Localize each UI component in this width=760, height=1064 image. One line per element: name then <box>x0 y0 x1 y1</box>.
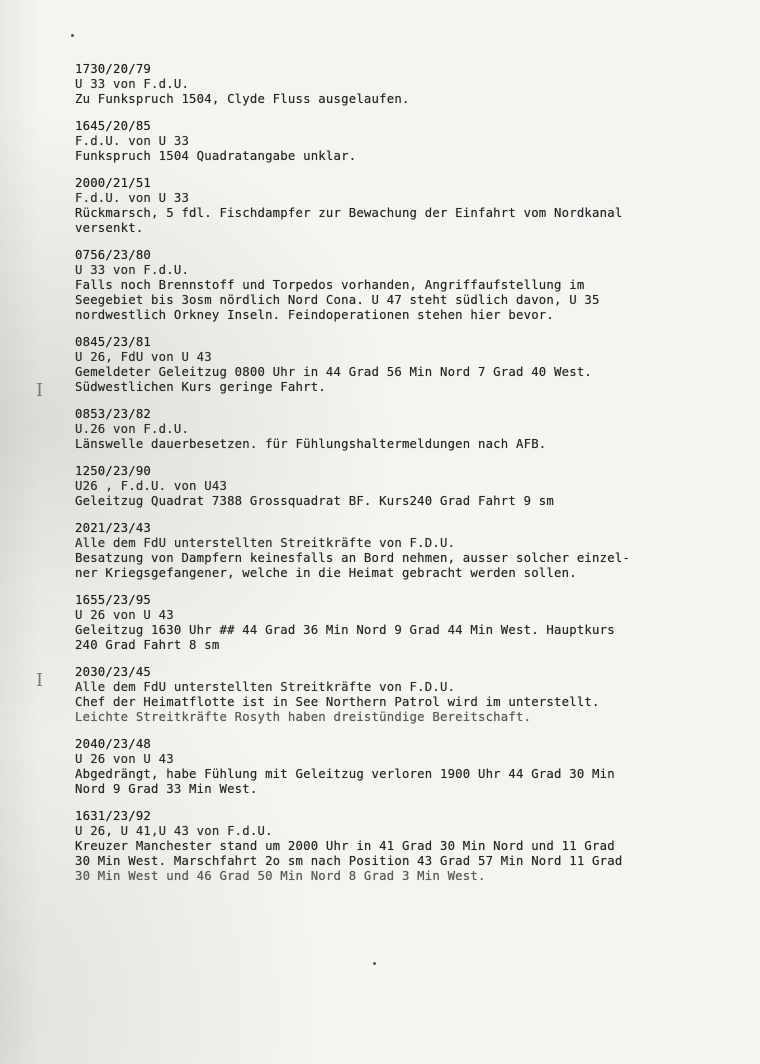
message-header: 2040/23/48 <box>75 737 152 751</box>
message-body-line: Länswelle dauerbesetzen. für Fühlungshaltermeldungen nach AFB. <box>75 437 547 451</box>
message-entry <box>75 176 755 236</box>
message-entry <box>75 119 755 164</box>
message-header: 0845/23/81 <box>75 335 152 349</box>
message-header: 2021/23/43 <box>75 521 152 535</box>
message-entry <box>75 248 755 323</box>
message-route: Alle dem FdU unterstellten Streitkräfte von F.D.U. <box>75 536 456 550</box>
message-entry <box>75 665 755 725</box>
message-body-line: Geleitzug Quadrat 7388 Grossquadrat BF. Kurs240 Grad Fahrt 9 sm <box>75 494 555 508</box>
message-body-line: Kreuzer Manchester stand um 2000 Uhr in 41 Grad 30 Min Nord und 11 Grad <box>75 839 615 853</box>
message-body-line: 30 Min West. Marschfahrt 2o sm nach Position 43 Grad 57 Min Nord 11 Grad <box>75 854 623 868</box>
message-entry <box>75 62 755 107</box>
message-body-line: Nord 9 Grad 33 Min West. <box>75 782 258 796</box>
message-body-line: 240 Grad Fahrt 8 sm <box>75 638 220 652</box>
message-body-line: Falls noch Brennstoff und Torpedos vorhanden, Angriffaufstellung im <box>75 278 585 292</box>
message-body-line: versenkt. <box>75 221 144 235</box>
message-route: U 26, U 41,U 43 von F.d.U. <box>75 824 273 838</box>
message-body-line: Funkspruch 1504 Quadratangabe unklar. <box>75 149 357 163</box>
message-body-line: ner Kriegsgefangener, welche in die Heimat gebracht werden sollen. <box>75 566 577 580</box>
message-body-line: Besatzung von Dampfern keinesfalls an Bord nehmen, ausser solcher einzel- <box>75 551 631 565</box>
message-header: 1645/20/85 <box>75 119 152 133</box>
message-route: U 33 von F.d.U. <box>75 77 190 91</box>
message-body-line: Abgedrängt, habe Fühlung mit Geleitzug verloren 1900 Uhr 44 Grad 30 Min <box>75 767 615 781</box>
message-entry <box>75 593 755 653</box>
message-entry <box>75 407 755 452</box>
message-body-line: Südwestlichen Kurs geringe Fahrt. <box>75 380 326 394</box>
message-body-line: Leichte Streitkräfte Rosyth haben dreistündige Bereitschaft. <box>75 710 532 724</box>
message-entry <box>75 521 755 581</box>
message-route: U 26 von U 43 <box>75 608 174 622</box>
message-header: 2000/21/51 <box>75 176 152 190</box>
message-route: U 33 von F.d.U. <box>75 263 190 277</box>
message-entry <box>75 464 755 509</box>
message-entry <box>75 335 755 395</box>
message-body-line: Geleitzug 1630 Uhr ## 44 Grad 36 Min Nord 9 Grad 44 Min West. Hauptkurs <box>75 623 615 637</box>
message-header: 1631/23/92 <box>75 809 152 823</box>
message-body-line: 30 Min West und 46 Grad 50 Min Nord 8 Grad 3 Min West. <box>75 869 486 883</box>
message-body-line: Gemeldeter Geleitzug 0800 Uhr in 44 Grad 56 Min Nord 7 Grad 40 West. <box>75 365 593 379</box>
margin-mark: I <box>36 380 44 401</box>
message-route: F.d.U. von U 33 <box>75 191 190 205</box>
ink-speck <box>71 34 74 37</box>
message-route: U 26, FdU von U 43 <box>75 350 212 364</box>
ink-speck <box>373 962 376 965</box>
message-route: U 26 von U 43 <box>75 752 174 766</box>
message-entry <box>75 809 755 884</box>
message-route: U.26 von F.d.U. <box>75 422 190 436</box>
message-body-line: nordwestlich Orkney Inseln. Feindoperationen stehen hier bevor. <box>75 308 555 322</box>
message-route: Alle dem FdU unterstellten Streitkräfte von F.D.U. <box>75 680 456 694</box>
message-header: 0853/23/82 <box>75 407 152 421</box>
message-header: 2030/23/45 <box>75 665 152 679</box>
message-entry <box>75 737 755 797</box>
margin-mark: I <box>36 670 44 691</box>
message-header: 0756/23/80 <box>75 248 152 262</box>
message-body-line: Rückmarsch, 5 fdl. Fischdampfer zur Bewachung der Einfahrt vom Nordkanal <box>75 206 623 220</box>
message-body-line: Seegebiet bis 3osm nördlich Nord Cona. U 47 steht südlich davon, U 35 <box>75 293 600 307</box>
message-body-line: Chef der Heimatflotte ist in See Northern Patrol wird im unterstellt. <box>75 695 600 709</box>
message-header: 1730/20/79 <box>75 62 152 76</box>
message-header: 1250/23/90 <box>75 464 152 478</box>
message-log <box>75 62 755 896</box>
message-route: U26 , F.d.U. von U43 <box>75 479 228 493</box>
message-body-line: Zu Funkspruch 1504, Clyde Fluss ausgelaufen. <box>75 92 410 106</box>
message-header: 1655/23/95 <box>75 593 152 607</box>
message-route: F.d.U. von U 33 <box>75 134 190 148</box>
